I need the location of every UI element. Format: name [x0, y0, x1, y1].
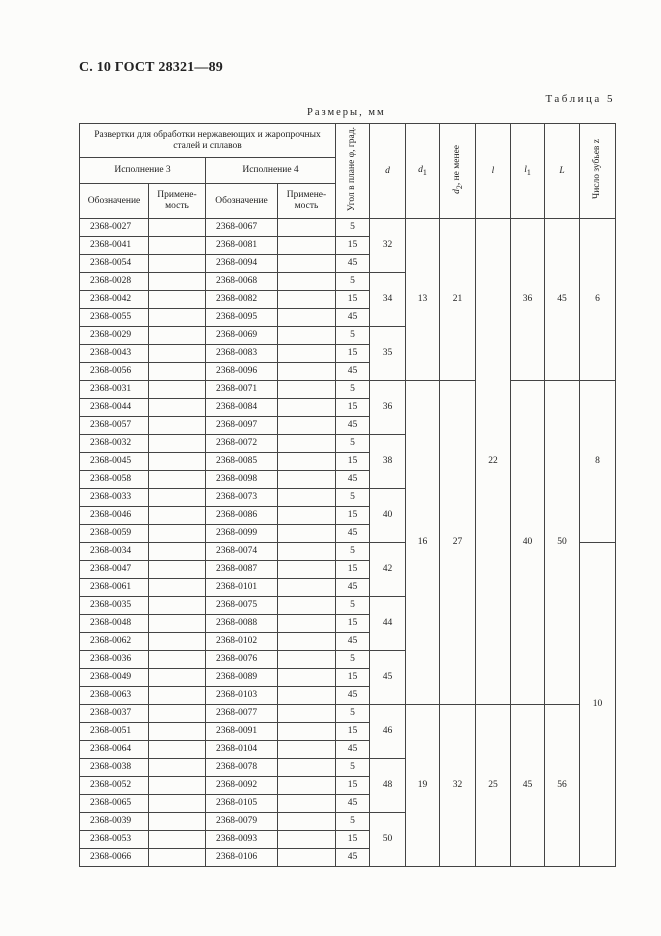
variant3-header: Исполнение 3	[80, 158, 206, 184]
applicability4-cell	[278, 795, 336, 813]
d1-group-cell: 19	[406, 705, 440, 867]
d-group-cell: 34	[370, 273, 406, 327]
d1-header-text: d	[418, 165, 423, 175]
angle-cell: 15	[336, 453, 370, 471]
designation4-cell: 2368-0094	[206, 255, 278, 273]
applicability4-cell	[278, 219, 336, 237]
angle-cell: 45	[336, 849, 370, 867]
designation3-cell: 2368-0027	[80, 219, 149, 237]
applicability3-cell	[149, 237, 206, 255]
designation4-cell: 2368-0106	[206, 849, 278, 867]
designation4-cell: 2368-0092	[206, 777, 278, 795]
applicability4-cell	[278, 363, 336, 381]
designation3-cell: 2368-0064	[80, 741, 149, 759]
z-header-text: Число зубьев z	[592, 139, 603, 200]
applicability3-cell	[149, 759, 206, 777]
designation3-cell: 2368-0061	[80, 579, 149, 597]
angle-cell: 5	[336, 273, 370, 291]
d-group-cell: 36	[370, 381, 406, 435]
designation3-cell: 2368-0056	[80, 363, 149, 381]
angle-cell: 45	[336, 633, 370, 651]
applicability4-cell	[278, 381, 336, 399]
l1-group-cell: 40	[511, 381, 545, 705]
designation3-cell: 2368-0063	[80, 687, 149, 705]
designation4-cell: 2368-0067	[206, 219, 278, 237]
angle-cell: 45	[336, 525, 370, 543]
applicability4-cell	[278, 291, 336, 309]
angle-cell: 15	[336, 777, 370, 795]
d1-header-sub: 1	[422, 167, 427, 177]
d-group-cell: 35	[370, 327, 406, 381]
angle-cell: 45	[336, 363, 370, 381]
z-group-cell: 10	[580, 543, 616, 867]
applicability3-cell	[149, 291, 206, 309]
applicability4-cell	[278, 597, 336, 615]
l1-group-cell: 45	[511, 705, 545, 867]
l-header	[476, 124, 511, 219]
d-group-cell: 38	[370, 435, 406, 489]
angle-cell: 15	[336, 507, 370, 525]
applicability4-cell	[278, 759, 336, 777]
d2-header	[440, 124, 476, 219]
designation3-cell: 2368-0062	[80, 633, 149, 651]
d-group-cell: 40	[370, 489, 406, 543]
d-header-text: d	[385, 165, 390, 176]
d1-header	[406, 124, 440, 219]
applicability4-cell	[278, 633, 336, 651]
designation3-cell: 2368-0049	[80, 669, 149, 687]
applicability4-cell	[278, 723, 336, 741]
angle-cell: 5	[336, 651, 370, 669]
designation4-cell: 2368-0069	[206, 327, 278, 345]
d1-group-cell: 13	[406, 219, 440, 381]
applicability3-cell	[149, 219, 206, 237]
applicability4-cell	[278, 705, 336, 723]
table-caption: Размеры, мм	[307, 107, 386, 118]
applicability4-cell	[278, 399, 336, 417]
angle-cell: 5	[336, 597, 370, 615]
designation3-cell: 2368-0047	[80, 561, 149, 579]
page-header: С. 10 ГОСТ 28321—89	[79, 60, 223, 75]
d-group-cell: 46	[370, 705, 406, 759]
designation4-cell: 2368-0087	[206, 561, 278, 579]
applicability3-cell	[149, 471, 206, 489]
applicability4-cell	[278, 777, 336, 795]
applicability4-cell	[278, 669, 336, 687]
applicability4-cell	[278, 327, 336, 345]
designation3-cell: 2368-0058	[80, 471, 149, 489]
l-group-cell: 25	[476, 705, 511, 867]
angle-cell: 15	[336, 399, 370, 417]
designation4-cell: 2368-0099	[206, 525, 278, 543]
d-group-cell: 42	[370, 543, 406, 597]
angle-cell: 5	[336, 327, 370, 345]
applicability3-cell	[149, 849, 206, 867]
applicability4-cell	[278, 345, 336, 363]
applicability3-cell	[149, 723, 206, 741]
angle-cell: 15	[336, 669, 370, 687]
applicability4-cell	[278, 831, 336, 849]
designation3-cell: 2368-0032	[80, 435, 149, 453]
angle-cell: 5	[336, 813, 370, 831]
designation4-cell: 2368-0081	[206, 237, 278, 255]
applicability3-cell	[149, 345, 206, 363]
designation4-cell: 2368-0068	[206, 273, 278, 291]
dimensions-table	[79, 123, 616, 867]
angle-cell: 5	[336, 489, 370, 507]
angle-cell: 45	[336, 795, 370, 813]
designation3-cell: 2368-0043	[80, 345, 149, 363]
applicability3-cell	[149, 399, 206, 417]
angle-header-text: Угол в плане φ, град.	[347, 126, 358, 212]
table-row	[80, 219, 616, 237]
designation3-cell: 2368-0038	[80, 759, 149, 777]
d2-group-cell: 27	[440, 381, 476, 705]
designation3-cell: 2368-0053	[80, 831, 149, 849]
applicability3-cell	[149, 543, 206, 561]
applicability4-header: Примене- мость	[278, 184, 336, 219]
designation3-cell: 2368-0046	[80, 507, 149, 525]
d-group-cell: 48	[370, 759, 406, 813]
d2-header-text: d	[451, 188, 462, 194]
designation3-cell: 2368-0059	[80, 525, 149, 543]
applicability3-cell	[149, 489, 206, 507]
applicability3-cell	[149, 705, 206, 723]
applicability4-cell	[278, 543, 336, 561]
d2-header-vertical	[452, 145, 464, 194]
applicability4-cell	[278, 489, 336, 507]
designation3-cell: 2368-0055	[80, 309, 149, 327]
designation3-cell: 2368-0048	[80, 615, 149, 633]
designation4-cell: 2368-0079	[206, 813, 278, 831]
L-group-cell: 56	[545, 705, 580, 867]
applicability3-cell	[149, 363, 206, 381]
z-group-cell: 8	[580, 381, 616, 543]
designation3-cell: 2368-0028	[80, 273, 149, 291]
angle-cell: 5	[336, 543, 370, 561]
designation3-cell: 2368-0029	[80, 327, 149, 345]
applicability3-cell	[149, 579, 206, 597]
d1-group-cell: 16	[406, 381, 440, 705]
l1-header	[511, 124, 545, 219]
angle-cell: 45	[336, 741, 370, 759]
designation4-cell: 2368-0104	[206, 741, 278, 759]
table-label: Таблица 5	[545, 93, 615, 105]
designation3-cell: 2368-0036	[80, 651, 149, 669]
applicability3-cell	[149, 435, 206, 453]
designation4-cell: 2368-0086	[206, 507, 278, 525]
applicability4-cell	[278, 309, 336, 327]
applicability3-cell	[149, 615, 206, 633]
applicability4-cell	[278, 651, 336, 669]
applicability3-cell	[149, 309, 206, 327]
designation3-cell: 2368-0044	[80, 399, 149, 417]
designation3-cell: 2368-0031	[80, 381, 149, 399]
designation4-cell: 2368-0089	[206, 669, 278, 687]
d-group-cell: 32	[370, 219, 406, 273]
l-header-text: l	[491, 165, 495, 176]
angle-cell: 45	[336, 417, 370, 435]
applicability3-cell	[149, 813, 206, 831]
d-group-cell: 50	[370, 813, 406, 867]
applicability3-cell	[149, 453, 206, 471]
angle-cell: 15	[336, 345, 370, 363]
designation4-cell: 2368-0074	[206, 543, 278, 561]
applicability4-cell	[278, 435, 336, 453]
designation4-cell: 2368-0077	[206, 705, 278, 723]
designation4-cell: 2368-0105	[206, 795, 278, 813]
applicability4-cell	[278, 273, 336, 291]
designation3-cell: 2368-0033	[80, 489, 149, 507]
z-group-cell: 6	[580, 219, 616, 381]
designation4-cell: 2368-0095	[206, 309, 278, 327]
L-group-cell: 50	[545, 381, 580, 705]
applicability3-header: Примене- мость	[149, 184, 206, 219]
designation3-cell: 2368-0052	[80, 777, 149, 795]
applicability3-cell	[149, 795, 206, 813]
designation4-header: Обозначение	[206, 184, 278, 219]
applicability4-cell	[278, 813, 336, 831]
angle-cell: 45	[336, 255, 370, 273]
designation3-cell: 2368-0035	[80, 597, 149, 615]
L-header	[545, 124, 580, 219]
angle-cell: 5	[336, 759, 370, 777]
designation3-cell: 2368-0034	[80, 543, 149, 561]
applicability3-cell	[149, 381, 206, 399]
designation3-cell: 2368-0045	[80, 453, 149, 471]
d2-group-cell: 21	[440, 219, 476, 381]
angle-cell: 45	[336, 579, 370, 597]
applicability3-cell	[149, 777, 206, 795]
table-row	[80, 705, 616, 723]
designation4-cell: 2368-0073	[206, 489, 278, 507]
applicability4-cell	[278, 453, 336, 471]
designation4-cell: 2368-0102	[206, 633, 278, 651]
table-row	[80, 381, 616, 399]
designation4-cell: 2368-0075	[206, 597, 278, 615]
applicability4-cell	[278, 687, 336, 705]
angle-cell: 5	[336, 219, 370, 237]
applicability3-cell	[149, 417, 206, 435]
applicability3-cell	[149, 633, 206, 651]
designation3-cell: 2368-0065	[80, 795, 149, 813]
angle-cell: 45	[336, 471, 370, 489]
l-group-cell: 22	[476, 219, 511, 705]
designation4-cell: 2368-0072	[206, 435, 278, 453]
angle-header	[336, 124, 370, 219]
applicability4-cell	[278, 615, 336, 633]
applicability4-cell	[278, 525, 336, 543]
designation4-cell: 2368-0093	[206, 831, 278, 849]
l1-group-cell: 36	[511, 219, 545, 381]
designation3-cell: 2368-0057	[80, 417, 149, 435]
angle-cell: 15	[336, 615, 370, 633]
angle-cell: 15	[336, 561, 370, 579]
angle-cell: 15	[336, 237, 370, 255]
applicability3-cell	[149, 525, 206, 543]
angle-cell: 45	[336, 687, 370, 705]
applicability4-cell	[278, 741, 336, 759]
L-group-cell: 45	[545, 219, 580, 381]
l1-header-sub: 1	[526, 167, 531, 177]
angle-cell: 5	[336, 381, 370, 399]
designation4-cell: 2368-0076	[206, 651, 278, 669]
applicability4-cell	[278, 849, 336, 867]
applicability4-cell	[278, 237, 336, 255]
applicability3-cell	[149, 327, 206, 345]
group-title-header: Развертки для обработки нержавеющих и жаропрочных сталей и сплавов	[80, 124, 336, 158]
designation3-cell: 2368-0041	[80, 237, 149, 255]
designation4-cell: 2368-0083	[206, 345, 278, 363]
applicability3-cell	[149, 273, 206, 291]
applicability3-cell	[149, 597, 206, 615]
applicability4-cell	[278, 417, 336, 435]
designation3-cell: 2368-0042	[80, 291, 149, 309]
designation3-cell: 2368-0054	[80, 255, 149, 273]
applicability3-cell	[149, 831, 206, 849]
designation3-cell: 2368-0037	[80, 705, 149, 723]
d-group-cell: 44	[370, 597, 406, 651]
designation3-header: Обозначение	[80, 184, 149, 219]
d-header	[370, 124, 406, 219]
applicability4-cell	[278, 561, 336, 579]
designation4-cell: 2368-0082	[206, 291, 278, 309]
angle-cell: 45	[336, 309, 370, 327]
designation4-cell: 2368-0103	[206, 687, 278, 705]
d2-header-sub: 2	[454, 184, 464, 189]
applicability4-cell	[278, 507, 336, 525]
angle-cell: 15	[336, 723, 370, 741]
designation4-cell: 2368-0091	[206, 723, 278, 741]
designation3-cell: 2368-0066	[80, 849, 149, 867]
designation3-cell: 2368-0039	[80, 813, 149, 831]
designation4-cell: 2368-0097	[206, 417, 278, 435]
designation4-cell: 2368-0088	[206, 615, 278, 633]
designation4-cell: 2368-0098	[206, 471, 278, 489]
applicability4-cell	[278, 255, 336, 273]
designation4-cell: 2368-0096	[206, 363, 278, 381]
z-header	[580, 124, 616, 219]
applicability3-cell	[149, 651, 206, 669]
designation4-cell: 2368-0071	[206, 381, 278, 399]
d2-header-suffix: , не менее	[451, 144, 462, 185]
L-header-text: L	[559, 165, 565, 176]
variant4-header: Исполнение 4	[206, 158, 336, 184]
angle-cell: 5	[336, 705, 370, 723]
designation4-cell: 2368-0078	[206, 759, 278, 777]
designation3-cell: 2368-0051	[80, 723, 149, 741]
applicability3-cell	[149, 561, 206, 579]
applicability3-cell	[149, 669, 206, 687]
designation4-cell: 2368-0101	[206, 579, 278, 597]
designation4-cell: 2368-0085	[206, 453, 278, 471]
angle-cell: 15	[336, 831, 370, 849]
applicability4-cell	[278, 579, 336, 597]
applicability3-cell	[149, 741, 206, 759]
l1-header-text: l	[524, 165, 527, 175]
d2-group-cell: 32	[440, 705, 476, 867]
d-group-cell: 45	[370, 651, 406, 705]
applicability3-cell	[149, 507, 206, 525]
applicability3-cell	[149, 687, 206, 705]
angle-cell: 15	[336, 291, 370, 309]
applicability4-cell	[278, 471, 336, 489]
applicability3-cell	[149, 255, 206, 273]
angle-cell: 5	[336, 435, 370, 453]
designation4-cell: 2368-0084	[206, 399, 278, 417]
